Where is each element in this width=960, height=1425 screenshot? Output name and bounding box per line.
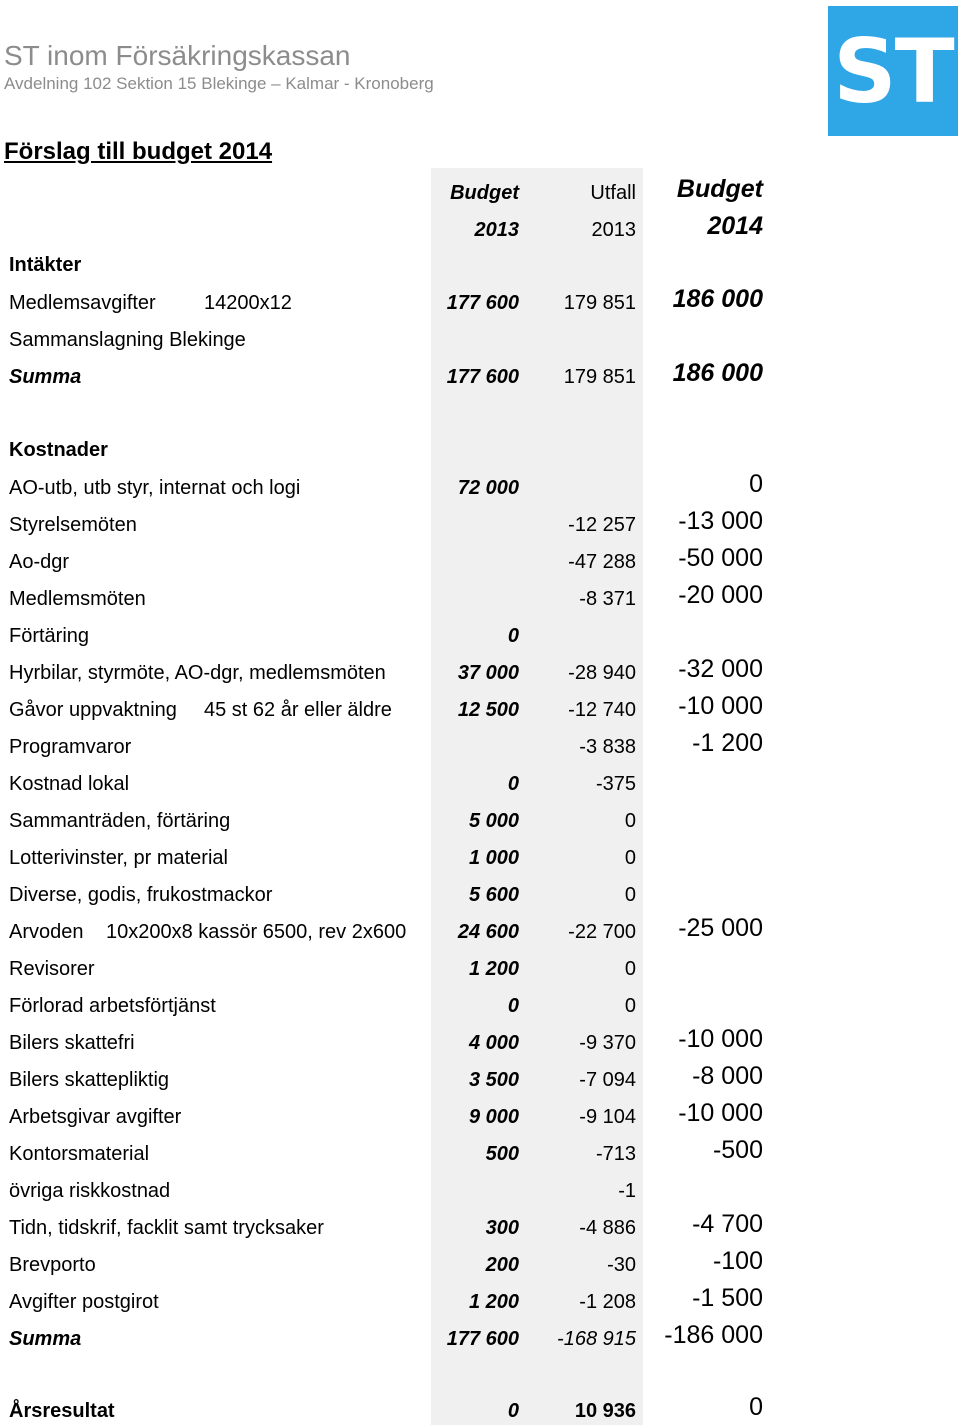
row-label: Kostnader xyxy=(9,439,108,461)
cell-budget-2013: 9 000 xyxy=(468,1106,519,1128)
cell-budget-2013: 3 500 xyxy=(468,1069,519,1091)
cell-budget-2014: 0 xyxy=(749,470,763,498)
cell-utfall-2013: -47 288 xyxy=(568,551,636,573)
cell-utfall-2013: -4 886 xyxy=(579,1217,636,1239)
row-label: Tidn, tidskrif, facklit samt trycksaker xyxy=(9,1217,324,1239)
cell-utfall-2013: 10 936 xyxy=(574,1400,636,1422)
row-label: Ao-dgr xyxy=(9,551,70,573)
cell-utfall-2013: -22 700 xyxy=(568,921,636,943)
cell-utfall-2013: -30 xyxy=(607,1254,636,1276)
cell-budget-2014: 0 xyxy=(749,1393,763,1421)
row-note: 45 st 62 år eller äldre xyxy=(204,699,392,721)
org-title: ST inom Försäkringskassan xyxy=(4,40,351,71)
cell-budget-2014: -500 xyxy=(712,1136,763,1164)
cell-budget-2014: -8 000 xyxy=(692,1062,763,1090)
row-label: Diverse, godis, frukostmackor xyxy=(9,884,273,906)
cell-utfall-2013: -7 094 xyxy=(579,1069,636,1091)
cell-utfall-2013: -8 371 xyxy=(579,588,636,610)
row-label: Summa xyxy=(9,366,82,388)
cell-utfall-2013: -3 838 xyxy=(579,736,636,758)
row-label: Arvoden xyxy=(9,921,84,943)
cell-budget-2013: 0 xyxy=(507,625,519,647)
row-label: Lotterivinster, pr material xyxy=(9,847,228,869)
cell-budget-2014: -100 xyxy=(712,1247,763,1275)
row-label: Intäkter xyxy=(9,254,82,276)
cell-utfall-2013: 0 xyxy=(624,884,636,906)
header-utfall-2013-line2: 2013 xyxy=(591,219,636,241)
cell-utfall-2013: -9 104 xyxy=(579,1106,636,1128)
cell-budget-2013: 300 xyxy=(485,1217,519,1239)
row-label: Styrelsemöten xyxy=(9,514,137,536)
cell-budget-2013: 200 xyxy=(485,1254,519,1276)
row-label: Förtäring xyxy=(9,625,90,647)
cell-budget-2014: -20 000 xyxy=(678,581,763,609)
cell-utfall-2013: -12 740 xyxy=(568,699,636,721)
cell-utfall-2013: -12 257 xyxy=(568,514,636,536)
cell-utfall-2013: 0 xyxy=(624,995,636,1017)
row-label: Hyrbilar, styrmöte, AO-dgr, medlemsmöten xyxy=(9,662,386,684)
cell-budget-2014: -13 000 xyxy=(678,507,763,535)
cell-budget-2013: 1 200 xyxy=(468,1291,519,1313)
row-label: Bilers skattefri xyxy=(9,1032,135,1054)
cell-utfall-2013: -375 xyxy=(595,773,636,795)
row-note: 14200x12 xyxy=(204,292,292,314)
cell-budget-2013: 500 xyxy=(485,1143,519,1165)
cell-budget-2014: -10 000 xyxy=(678,692,763,720)
row-note: 10x200x8 kassör 6500, rev 2x600 xyxy=(106,921,407,943)
header-budget-2014-line1: Budget xyxy=(676,175,763,203)
header-budget-2014-line2: 2014 xyxy=(707,212,763,240)
row-label: Summa xyxy=(9,1328,82,1350)
cell-budget-2013: 0 xyxy=(507,1400,519,1422)
cell-budget-2013: 1 200 xyxy=(468,958,519,980)
row-label: Bilers skattepliktig xyxy=(9,1069,170,1091)
cell-budget-2013: 177 600 xyxy=(446,1328,519,1350)
row-label: Gåvor uppvaktning xyxy=(9,699,177,721)
row-label: Avgifter postgirot xyxy=(9,1291,159,1313)
cell-budget-2014: -10 000 xyxy=(678,1025,763,1053)
row-label: Medlemsavgifter xyxy=(9,292,156,314)
cell-budget-2013: 12 500 xyxy=(457,699,519,721)
cell-budget-2013: 5 000 xyxy=(468,810,519,832)
cell-budget-2013: 24 600 xyxy=(457,921,519,943)
row-label: AO-utb, utb styr, internat och logi xyxy=(9,477,301,499)
row-label: Årsresultat xyxy=(9,1400,115,1422)
header-budget-2013-line2: 2013 xyxy=(474,219,519,241)
org-subtitle: Avdelning 102 Sektion 15 Blekinge – Kalmar - Kronoberg xyxy=(4,74,434,93)
cell-budget-2014: 186 000 xyxy=(672,285,763,313)
cell-utfall-2013: 0 xyxy=(624,847,636,869)
cell-budget-2013: 4 000 xyxy=(468,1032,519,1054)
row-label: Kostnad lokal xyxy=(9,773,130,795)
row-label: Arbetsgivar avgifter xyxy=(9,1106,182,1128)
row-label: Kontorsmaterial xyxy=(9,1143,150,1165)
cell-utfall-2013: 179 851 xyxy=(563,366,636,388)
row-label: Medlemsmöten xyxy=(9,588,146,610)
header-utfall-2013-line1: Utfall xyxy=(590,182,636,204)
cell-budget-2014: -4 700 xyxy=(692,1210,763,1238)
cell-budget-2013: 177 600 xyxy=(446,366,519,388)
row-label: övriga riskkostnad xyxy=(9,1180,171,1202)
cell-utfall-2013: -1 xyxy=(618,1180,636,1202)
cell-utfall-2013: 0 xyxy=(624,958,636,980)
cell-budget-2014: -25 000 xyxy=(678,914,763,942)
cell-budget-2013: 72 000 xyxy=(457,477,519,499)
cell-budget-2013: 177 600 xyxy=(446,292,519,314)
st-logo-text: ST xyxy=(833,19,953,123)
cell-budget-2014: -32 000 xyxy=(678,655,763,683)
cell-budget-2014: -1 500 xyxy=(692,1284,763,1312)
cell-budget-2013: 1 000 xyxy=(468,847,519,869)
cell-budget-2014: -1 200 xyxy=(692,729,763,757)
cell-utfall-2013: -28 940 xyxy=(568,662,636,684)
document-title: Förslag till budget 2014 xyxy=(4,138,273,165)
row-label: Brevporto xyxy=(9,1254,96,1276)
cell-budget-2013: 0 xyxy=(507,773,519,795)
cell-utfall-2013: -168 915 xyxy=(557,1328,636,1350)
row-label: Revisorer xyxy=(9,958,95,980)
cell-budget-2014: -186 000 xyxy=(664,1321,763,1349)
row-label: Sammanslagning Blekinge xyxy=(9,329,246,351)
st-logo xyxy=(828,6,958,136)
row-label: Förlorad arbetsförtjänst xyxy=(9,995,216,1017)
cell-budget-2014: -50 000 xyxy=(678,544,763,572)
cell-budget-2013: 0 xyxy=(507,995,519,1017)
cell-budget-2014: 186 000 xyxy=(672,359,763,387)
cell-budget-2013: 5 600 xyxy=(468,884,519,906)
cell-utfall-2013: -9 370 xyxy=(579,1032,636,1054)
row-label: Programvaror xyxy=(9,736,132,758)
cell-utfall-2013: 179 851 xyxy=(563,292,636,314)
row-label: Sammanträden, förtäring xyxy=(9,810,231,832)
cell-budget-2013: 37 000 xyxy=(457,662,519,684)
cell-utfall-2013: -713 xyxy=(595,1143,636,1165)
header-budget-2013-line1: Budget xyxy=(450,182,519,204)
cell-budget-2014: -10 000 xyxy=(678,1099,763,1127)
cell-utfall-2013: 0 xyxy=(624,810,636,832)
cell-utfall-2013: -1 208 xyxy=(579,1291,636,1313)
